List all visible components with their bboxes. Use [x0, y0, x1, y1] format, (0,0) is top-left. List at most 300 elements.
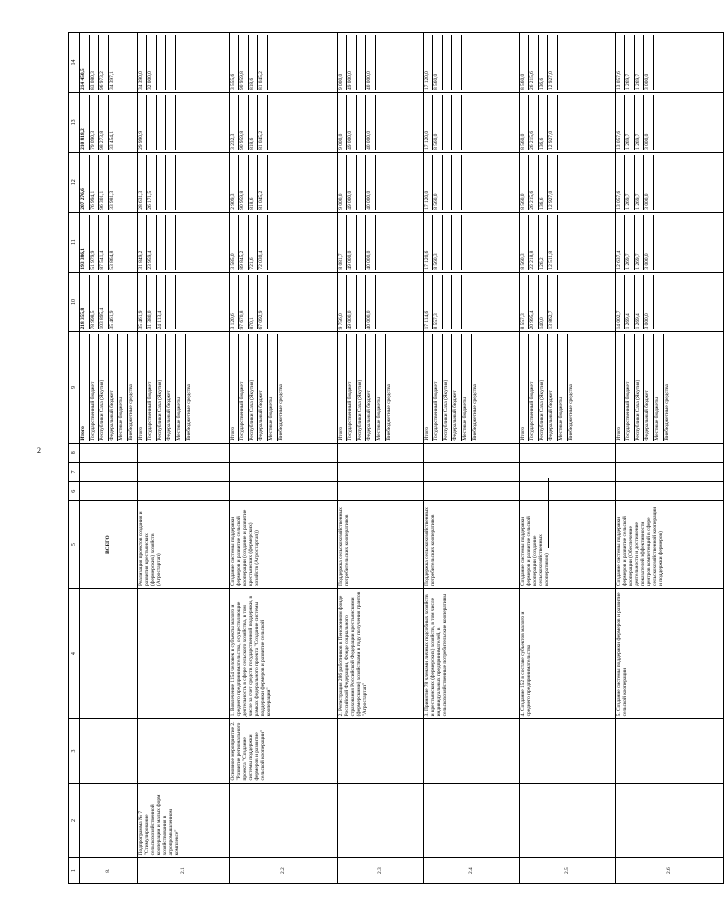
funding-value: 49 000,0	[347, 35, 357, 90]
activity-cell: Реализация проектов создания и развития крестьянских (фермерских) хозяйств (Агростартап)	[137, 501, 229, 589]
indicator-cell: 4. Создание 152 в составе субъектов малого и среднего предпринимательства	[519, 588, 615, 718]
header-cell: 8	[69, 443, 80, 462]
funding-value: 33 454,1	[108, 130, 115, 150]
funding-value	[654, 95, 663, 150]
funding-value: 126,2	[539, 215, 549, 270]
empty-cell	[423, 443, 519, 462]
funding-value: 17 120,0	[424, 95, 434, 150]
funding-source-label: Итого	[424, 334, 434, 440]
funding-value	[157, 215, 167, 270]
funding-source-label: Республики Саха (Якутия)	[357, 334, 367, 440]
empty-cell	[80, 443, 138, 462]
funding-value	[654, 155, 663, 210]
funding-source-label: Республики Саха (Якутия)	[443, 334, 453, 440]
values-cell	[80, 92, 138, 152]
empty-cell	[519, 443, 615, 462]
main-activity-cell: Основное мероприятие 2. "Развитие регионального проекта "Создание системы поддержки фермеров и развитие сельской кооперации"	[229, 719, 337, 783]
activity-cell: Создание системы поддержки фермеров и развитие сельской кооперации (создание сельскохозяйственных кооперативов)	[519, 501, 615, 589]
values-cell	[229, 212, 337, 272]
funding-value	[558, 155, 567, 210]
funding-value: 97 670,8	[239, 275, 249, 330]
funding-value: 218 355,8	[80, 275, 90, 330]
funding-source-label: Итого	[338, 334, 348, 440]
values-cell	[519, 212, 615, 272]
values-cell	[337, 212, 423, 272]
header-cell: 12	[69, 152, 80, 212]
funding-value: 51 979,9	[90, 215, 100, 270]
funding-sources-cell	[519, 332, 615, 443]
empty-cell	[80, 462, 138, 481]
values-cell	[615, 272, 723, 332]
funding-value: 79 090,3	[90, 95, 100, 150]
funding-value: 49 000,0	[347, 95, 357, 150]
funding-value: 1 269,7	[635, 155, 645, 210]
funding-value	[558, 215, 567, 270]
funding-value	[443, 275, 453, 330]
funding-value: 89 845,2	[239, 215, 249, 270]
funding-value: 76 994,1	[90, 155, 100, 210]
row-number: 8.	[80, 858, 138, 884]
activity-cell: Создание системы поддержки фермеров и развитие сельской кооперации (Обеспечение деятельности и достижение показателей эффективности центров компетенций в сфере сельскохозяйственной кооперации и поддержки фермеров)	[615, 501, 723, 589]
values-cell	[229, 33, 337, 93]
row-number: 2.4	[423, 858, 519, 884]
subprogram-cell	[423, 783, 519, 858]
subprogram-cell	[337, 783, 423, 858]
funding-value: 96 973,2	[99, 35, 109, 90]
funding-value: 12 927,0	[548, 35, 558, 90]
funding-value	[268, 95, 277, 150]
row-number: 2.1	[137, 858, 229, 884]
main-activity-cell	[337, 719, 423, 783]
funding-value: 67 092,9	[258, 275, 268, 330]
funding-value	[558, 95, 567, 150]
funding-value	[452, 95, 462, 150]
funding-value: 49 000,0	[347, 275, 357, 330]
funding-source-label: Республики Саха (Якутия)	[539, 334, 549, 440]
funding-value: 35 461,9	[138, 275, 148, 330]
funding-source-label: Местные бюджеты	[376, 334, 386, 440]
funding-value	[654, 215, 663, 270]
funding-value	[357, 95, 367, 150]
funding-value: 26 215,6	[529, 35, 539, 90]
funding-value: 207 276,6	[80, 155, 90, 210]
funding-value: 17 120,0	[424, 35, 434, 90]
funding-value: 818,6	[249, 155, 259, 210]
funding-value	[376, 35, 385, 90]
funding-value: 87 541,4	[99, 215, 109, 270]
funding-source-label: Внебюджетные средства	[567, 384, 574, 441]
funding-value: 140,0	[539, 275, 549, 330]
funding-value: 8 560,0	[433, 35, 443, 90]
empty-cell	[519, 462, 615, 481]
empty-cell	[337, 443, 423, 462]
funding-source-label: Итого	[616, 334, 626, 440]
funding-value	[452, 155, 462, 210]
funding-value: 13 057,6	[616, 155, 626, 210]
funding-value: 20 995,4	[529, 275, 539, 330]
funding-value: 17 114,6	[424, 275, 434, 330]
funding-value: 103 895,4	[99, 275, 109, 330]
funding-value: 17 120,6	[424, 215, 434, 270]
empty-cell	[229, 462, 337, 481]
funding-value: 83 080,3	[90, 35, 100, 90]
funding-value: 81 045,2	[258, 35, 268, 90]
funding-value	[462, 155, 471, 210]
empty-cell	[80, 783, 138, 858]
funding-value: 214 450,5	[80, 35, 90, 90]
funding-value	[357, 35, 367, 90]
header-cell: 1	[69, 858, 80, 884]
funding-source-label: Государственный бюджет	[347, 334, 357, 440]
funding-value: 14 002,7	[616, 275, 626, 330]
funding-value: 40 000,0	[366, 95, 376, 150]
funding-source-label: Итого	[80, 334, 90, 440]
funding-value: 9 000,0	[338, 155, 348, 210]
program-row	[423, 33, 519, 884]
funding-value: 40 000,0	[366, 275, 376, 330]
funding-value: 90 959,8	[239, 35, 249, 90]
funding-source-label: Федеральный бюджет	[548, 334, 558, 440]
values-cell	[519, 272, 615, 332]
funding-value: 1 269,7	[625, 215, 635, 270]
funding-value	[443, 155, 453, 210]
funding-value: 2 909,3	[230, 155, 240, 210]
funding-value: 818,6	[249, 35, 259, 90]
funding-source-label: Внебюджетные средства	[185, 384, 192, 441]
funding-source-label: Местные бюджеты	[654, 334, 664, 440]
funding-value	[443, 95, 453, 150]
funding-value: 31 380,0	[147, 275, 157, 330]
values-cell	[80, 212, 138, 272]
funding-value: 136,6	[539, 155, 549, 210]
funding-value	[176, 35, 185, 90]
funding-value: 90 959,8	[239, 95, 249, 150]
funding-value: 29 990,9	[138, 95, 148, 150]
empty-cell	[423, 482, 519, 501]
funding-source-label: Местные бюджеты	[558, 334, 568, 440]
values-cell	[337, 152, 423, 212]
funding-value: 1 269,7	[625, 155, 635, 210]
funding-value: 34 390,0	[138, 35, 148, 90]
values-cell	[337, 272, 423, 332]
funding-value	[376, 155, 385, 210]
funding-value	[357, 155, 367, 210]
values-cell	[615, 92, 723, 152]
funding-value: 49 000,0	[347, 215, 357, 270]
empty-cell	[337, 462, 423, 481]
header-row	[69, 33, 80, 884]
funding-value: 23 959,4	[147, 215, 157, 270]
main-activity-cell	[137, 719, 229, 783]
funding-value: 3 585,0	[230, 215, 240, 270]
row-number: 2.5	[519, 858, 615, 884]
empty-cell	[137, 462, 229, 481]
funding-value: 24 113,4	[157, 275, 167, 330]
funding-value	[157, 155, 167, 210]
funding-source-label: Республики Саха (Якутия)	[635, 334, 645, 440]
funding-value: 1 269,7	[625, 35, 635, 90]
row-number: 2.3	[337, 858, 423, 884]
subprogram-cell	[229, 783, 337, 858]
funding-value	[462, 95, 471, 150]
total-label: ВСЕГО	[80, 501, 138, 589]
funding-value	[443, 215, 453, 270]
indicator-cell: 1. Вовлечение 1154 человек в субъекты малого и среднего предпринимательства, осуществляющие деятельность в сфере сельского хозяйства, в том числе за счет средств государственной поддержки, в рамках федерального проекта "Создание системы поддержки фермеров и развитие сельской кооперации"	[229, 588, 337, 718]
funding-source-label: Местные бюджеты	[176, 334, 186, 440]
funding-value: 8 557,3	[520, 275, 530, 330]
funding-value: 49 000,0	[347, 155, 357, 210]
funding-source-label: Государственный бюджет	[239, 334, 249, 440]
funding-source-label: Федеральный бюджет	[452, 334, 462, 440]
funding-source-label: Внебюджетные средства	[663, 384, 670, 441]
program-row	[137, 33, 229, 884]
funding-value: 210 818,2	[80, 95, 90, 150]
funding-value: 81 045,2	[258, 95, 268, 150]
funding-value: 17 120,0	[424, 155, 434, 210]
funding-value	[268, 215, 277, 270]
values-cell	[337, 92, 423, 152]
funding-value	[176, 215, 185, 270]
funding-value	[268, 35, 277, 90]
funding-value	[176, 95, 185, 150]
funding-value	[462, 275, 471, 330]
funding-value	[166, 275, 176, 330]
funding-source-label: Федеральный бюджет	[366, 334, 376, 440]
funding-source-label: Федеральный бюджет	[109, 334, 119, 440]
funding-source-label: Итого	[520, 334, 530, 440]
funding-value	[654, 275, 663, 330]
funding-value: 1 269,4	[635, 275, 645, 330]
values-cell	[137, 272, 229, 332]
funding-value: 8 560,0	[433, 95, 443, 150]
funding-source-label: Федеральный бюджет	[166, 334, 176, 440]
values-cell	[137, 92, 229, 152]
empty-cell	[80, 588, 138, 718]
funding-value: 13 057,6	[616, 35, 626, 90]
values-cell	[80, 152, 138, 212]
header-cell: 2	[69, 783, 80, 858]
main-activity-cell	[519, 719, 615, 783]
page-number: 2	[37, 446, 41, 455]
funding-value: 3 000,0	[644, 215, 654, 270]
funding-value: 9 000,0	[338, 95, 348, 150]
funding-value: 1 269,7	[625, 95, 635, 150]
funding-value: 136,6	[539, 95, 549, 150]
values-cell	[229, 92, 337, 152]
row-number: 2.2	[229, 858, 337, 884]
funding-value: 8 560,0	[520, 35, 530, 90]
funding-value: 1 269,7	[635, 215, 645, 270]
empty-cell	[137, 482, 229, 501]
funding-value	[558, 275, 567, 330]
funding-value: 1 269,7	[635, 35, 645, 90]
funding-value: 13 862,7	[548, 275, 558, 330]
funding-value	[166, 155, 176, 210]
empty-cell	[229, 443, 337, 462]
funding-value	[357, 275, 367, 330]
indicator-cell	[137, 588, 229, 718]
funding-value: 33 981,3	[108, 190, 115, 210]
funding-value	[452, 215, 462, 270]
activity-cell: Поддержка сельскохозяйственных потребительских кооперативов	[423, 501, 519, 589]
funding-value	[166, 215, 176, 270]
funding-value	[376, 95, 385, 150]
funding-value	[452, 35, 462, 90]
funding-value: 28 631,3	[138, 155, 148, 210]
header-cell: 4	[69, 588, 80, 718]
activity-cell: Поддержка сельскохозяйственных потребительских кооперативов	[337, 501, 423, 589]
funding-value	[654, 35, 663, 90]
funding-value	[558, 35, 567, 90]
program-row	[519, 33, 615, 884]
funding-value: 3 555,6	[230, 35, 240, 90]
funding-value: 22 218,8	[529, 215, 539, 270]
funding-source-label: Внебюджетные средства	[385, 384, 392, 441]
funding-source-label: Государственный бюджет	[147, 334, 157, 440]
funding-value: 8 560,0	[520, 155, 530, 210]
header-cell: 7	[69, 462, 80, 481]
values-cell	[229, 272, 337, 332]
funding-value: 9 756,0	[338, 275, 348, 330]
funding-value: 3 000,0	[644, 275, 654, 330]
funding-value: 40 000,0	[366, 215, 376, 270]
funding-source-label: Республики Саха (Якутия)	[99, 334, 109, 440]
values-cell	[423, 152, 519, 212]
funding-value: 3 000,0	[644, 35, 654, 90]
values-cell	[615, 152, 723, 212]
funding-value: 98 273,8	[99, 95, 109, 150]
empty-cell	[80, 482, 138, 501]
funding-source-label: Местные бюджеты	[462, 334, 472, 440]
header-cell: 9	[69, 332, 80, 443]
funding-value: 8 560,3	[520, 215, 530, 270]
funding-value: 78 998,5	[90, 275, 100, 330]
values-cell	[519, 92, 615, 152]
funding-value: 31 849,2	[138, 215, 148, 270]
funding-value: 1 269,7	[635, 95, 645, 150]
funding-value: 8 557,3	[433, 275, 443, 330]
values-cell	[80, 33, 138, 93]
funding-source-label: Внебюджетные средства	[277, 384, 284, 441]
funding-value	[166, 35, 176, 90]
funding-value	[462, 215, 471, 270]
values-cell	[137, 33, 229, 93]
header-cell: 10	[69, 272, 80, 332]
header-cell: 11	[69, 212, 80, 272]
funding-sources-cell	[137, 332, 229, 443]
header-cell: 3	[69, 719, 80, 783]
funding-value: 3 232,3	[230, 95, 240, 150]
header-cell: 6	[69, 482, 80, 501]
funding-source-label: Итого	[138, 334, 148, 440]
funding-value: 136,6	[539, 35, 549, 90]
funding-value	[157, 35, 167, 90]
funding-value: 193 386,1	[80, 215, 90, 270]
rotated-table-sheet	[68, 32, 673, 884]
values-cell	[519, 152, 615, 212]
funding-value: 12 927,0	[548, 95, 558, 150]
values-cell	[423, 92, 519, 152]
funding-value: 40 000,0	[366, 155, 376, 210]
funding-value	[147, 95, 157, 150]
empty-cell	[519, 482, 615, 501]
funding-value: 3 000,0	[644, 155, 654, 210]
funding-value: 81 045,2	[258, 155, 268, 210]
funding-value	[443, 35, 453, 90]
values-cell	[423, 212, 519, 272]
empty-cell	[137, 443, 229, 462]
funding-source-label: Республики Саха (Якутия)	[249, 334, 259, 440]
funding-sources-cell	[337, 332, 423, 443]
program-row	[229, 33, 337, 884]
funding-value: 72 030,4	[258, 215, 268, 270]
funding-value	[357, 215, 367, 270]
main-activity-cell	[423, 719, 519, 783]
subprogram-cell	[615, 783, 723, 858]
funding-value: 26 215,6	[529, 155, 539, 210]
funding-value: 53 864,8	[108, 250, 115, 270]
funding-value: 8 081,7	[338, 215, 348, 270]
funding-source-label: Итого	[230, 334, 240, 440]
header-cell: 14	[69, 33, 80, 93]
funding-value: 12 511,8	[548, 215, 558, 270]
funding-value: 40 000,0	[366, 35, 376, 90]
funding-value	[176, 155, 185, 210]
program-row	[337, 33, 423, 884]
funding-value: 818,6	[249, 95, 259, 150]
empty-cell	[229, 482, 337, 501]
row-number: 2.6	[615, 858, 723, 884]
funding-value: 8 560,0	[520, 95, 530, 150]
empty-cell	[423, 462, 519, 481]
funding-value: 870,1	[249, 275, 259, 330]
funding-value	[376, 275, 385, 330]
values-cell	[615, 33, 723, 93]
funding-value: 9 000,0	[338, 35, 348, 90]
values-cell	[337, 33, 423, 93]
funding-value: 8 560,3	[433, 215, 443, 270]
header-cell: 5	[69, 501, 80, 589]
funding-value: 3 000,0	[644, 95, 654, 150]
indicator-cell: 2. Регистрация 286 работников в Пенсионном фонде Российской Федерации, Фонде социального страхования Российской Федерации крестьянскими (фермерскими) хозяйствами в году получения грантов "Агростартап"	[337, 588, 423, 718]
funding-sources-cell	[615, 332, 723, 443]
funding-value	[452, 275, 462, 330]
funding-source-label: Республики Саха (Якутия)	[157, 334, 167, 440]
funding-value: 12 927,0	[548, 155, 558, 210]
subprogram-cell	[519, 783, 615, 858]
funding-value	[376, 215, 385, 270]
funding-source-label: Местные бюджеты	[118, 334, 128, 440]
values-cell	[137, 152, 229, 212]
header-cell: 13	[69, 92, 80, 152]
funding-value: 32 000,0	[147, 35, 157, 90]
values-cell	[229, 152, 337, 212]
funding-value	[462, 35, 471, 90]
funding-value	[157, 95, 167, 150]
values-cell	[423, 272, 519, 332]
funding-value: 26 215,6	[529, 95, 539, 150]
program-row	[615, 33, 723, 884]
funding-value: 3 120,6	[230, 275, 240, 330]
indicator-cell: 5. Создание системы поддержки фермеров и развитие сельской кооперации	[615, 588, 723, 718]
empty-cell	[615, 482, 723, 501]
values-cell	[423, 33, 519, 93]
program-table	[68, 32, 724, 884]
empty-cell	[337, 482, 423, 501]
funding-value: 90 959,8	[239, 155, 249, 210]
funding-value: 721,6	[249, 215, 259, 270]
funding-source-label: Государственный бюджет	[625, 334, 635, 440]
